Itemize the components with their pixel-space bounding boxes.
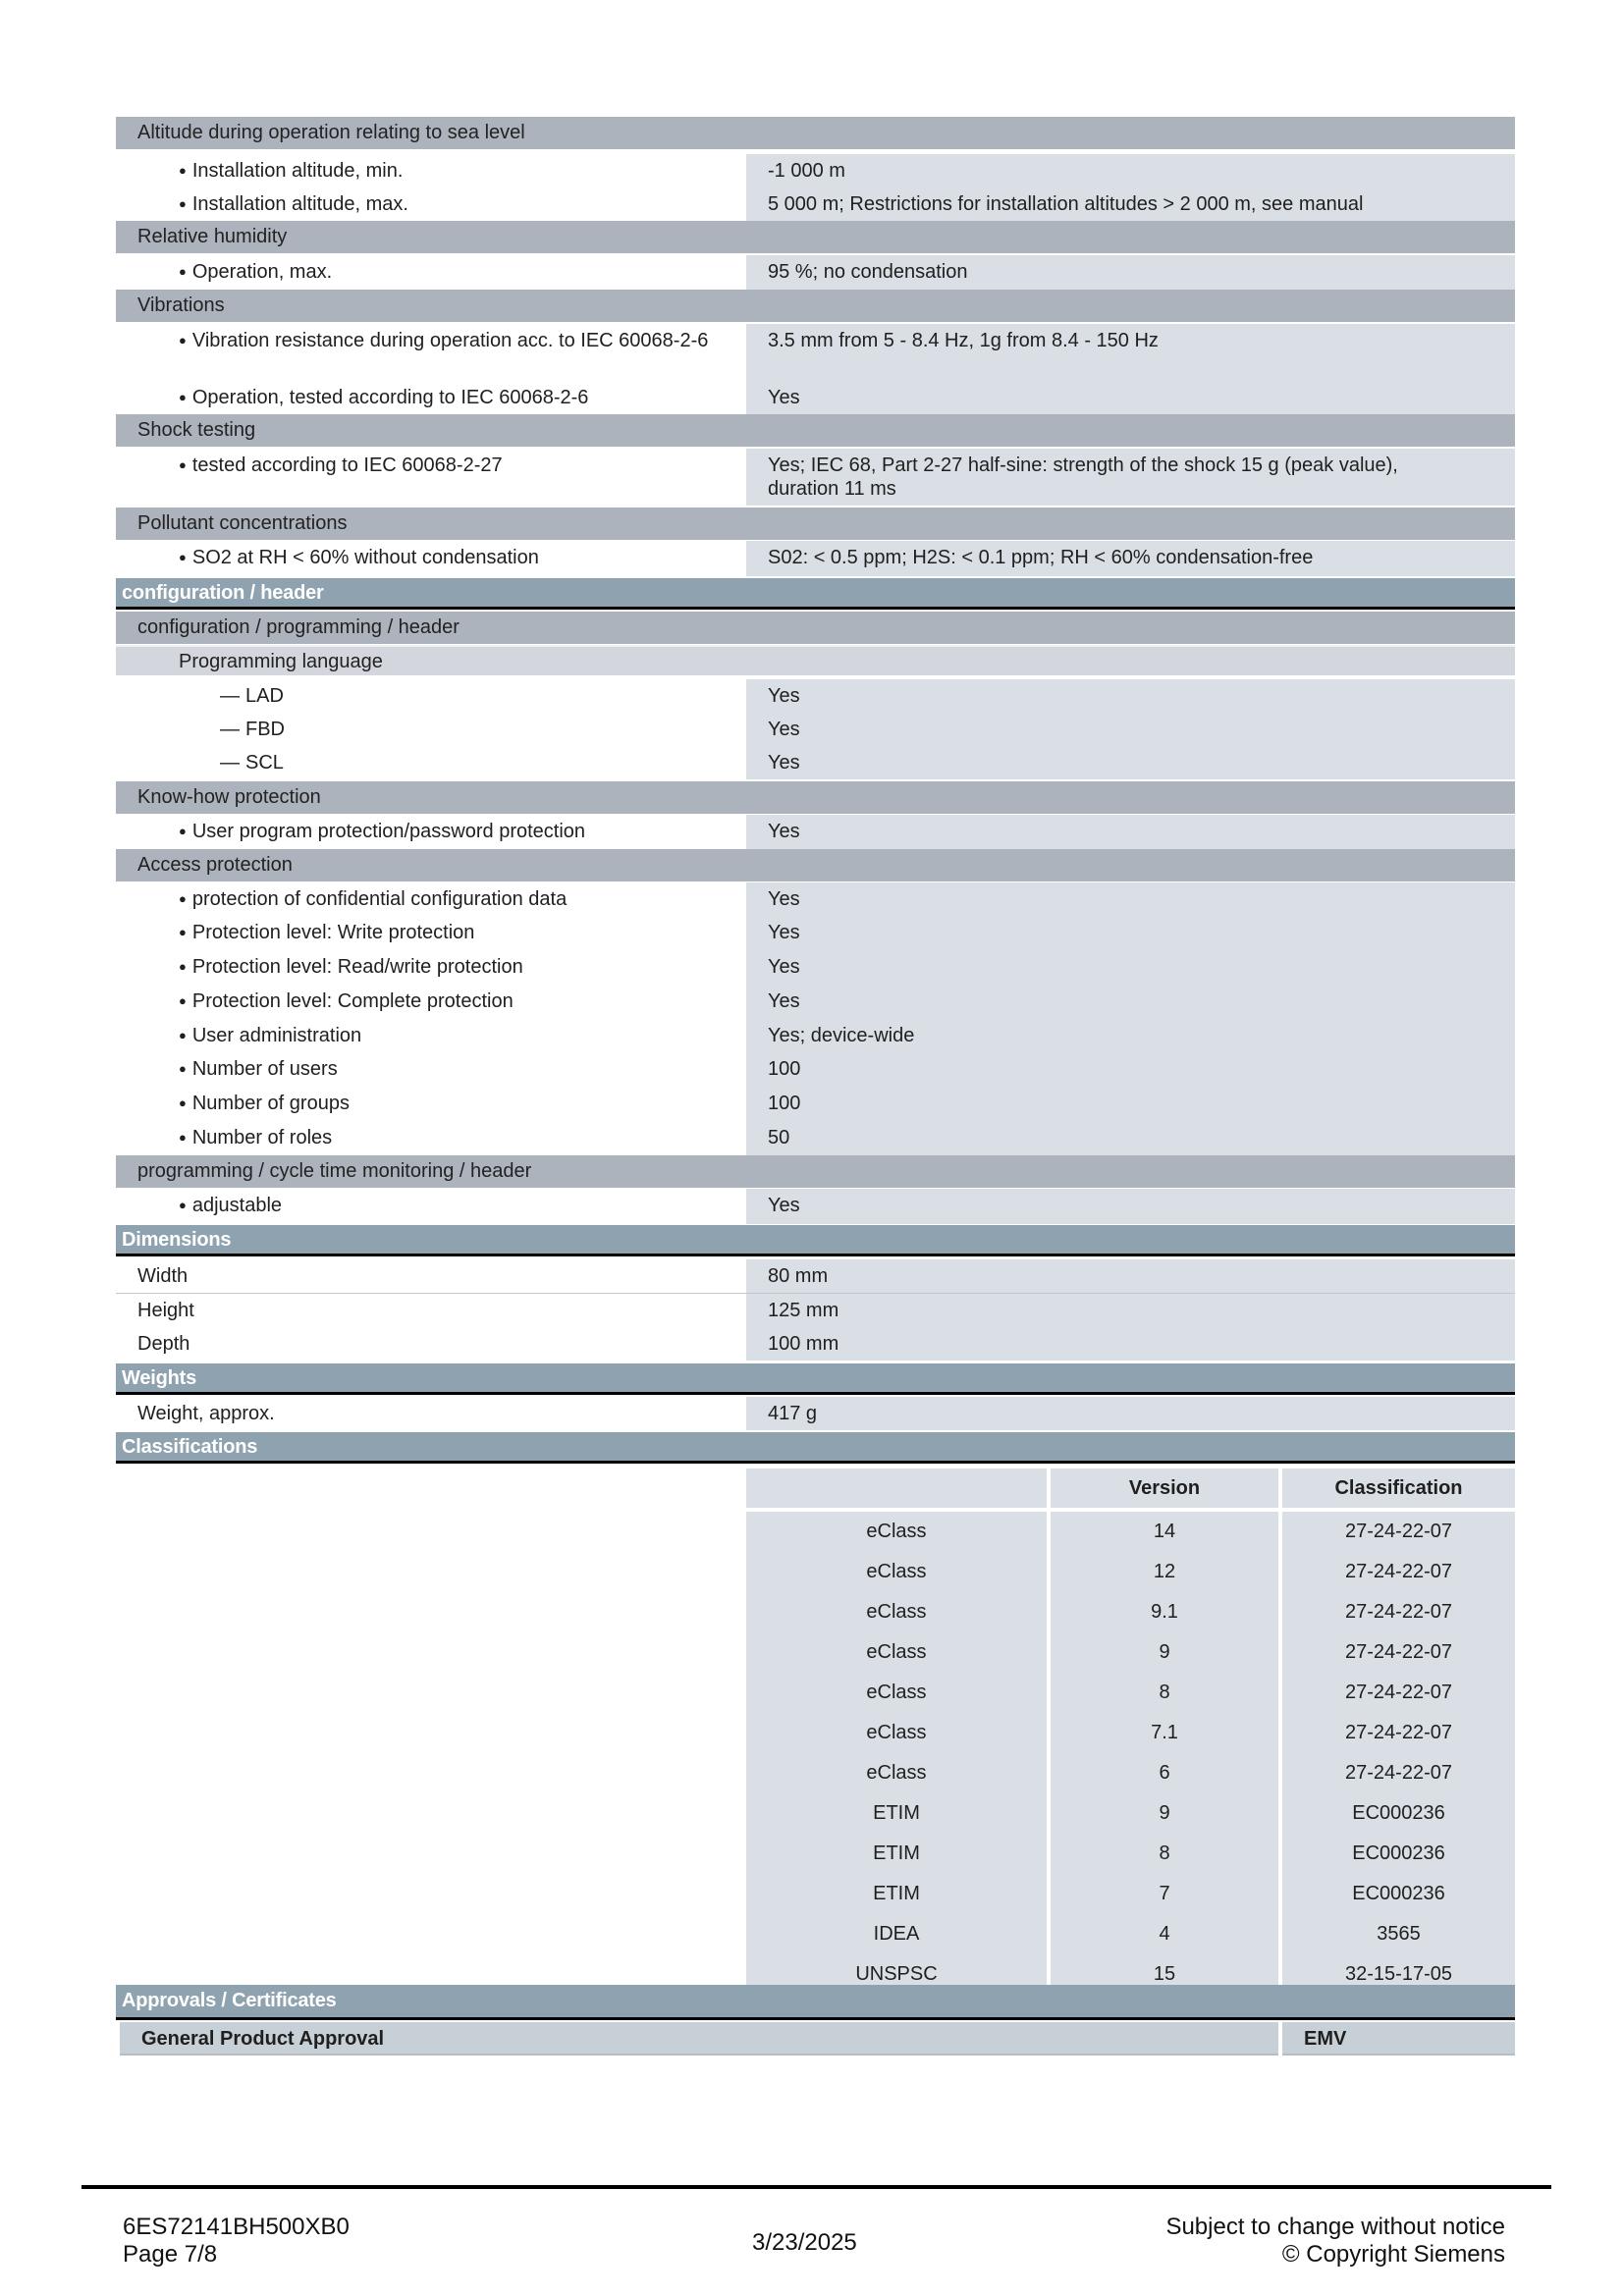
bullet-icon [179,821,192,842]
spec-row [116,916,1515,951]
column-header-version: Version [1051,1468,1278,1508]
group-header-text: programming / cycle time monitoring / header [137,1160,532,1182]
spec-label: FBD [245,719,285,740]
spec-value: 125 mm [746,1294,1515,1327]
spec-row [116,1019,1515,1054]
spec-value: Yes [746,950,1515,986]
version-cell: 4 [1051,1914,1278,1954]
group-header-vibrations [116,290,1515,322]
spec-label: User program protection/password protection [191,821,586,842]
approval-row [120,2022,1515,2056]
spec-label: Number of roles [191,1127,333,1148]
spec-row [116,1397,1515,1430]
copyright: © Copyright Siemens [1281,2241,1505,2268]
spec-value: Yes [746,815,1515,850]
dash-icon [220,685,245,707]
spec-row [116,381,1515,416]
spec-row [116,541,1515,576]
bullet-icon [179,1025,192,1046]
table-row [746,1793,1515,1834]
spec-label: Operation, max. [191,261,333,283]
version-cell: 15 [1051,1954,1278,1995]
group-header-text: Shock testing [137,419,256,441]
bullet-icon [179,990,192,1012]
section-title: Approvals / Certificates [122,1990,337,2011]
table-row [746,1592,1515,1632]
spec-row [116,187,1515,223]
group-header-access [116,849,1515,881]
version-cell: 14 [1051,1512,1278,1552]
table-row [746,1632,1515,1673]
group-header-text: Relative humidity [137,226,288,247]
spec-value: Yes [746,679,1515,713]
standard-cell: UNSPSC [746,1954,1047,1995]
spec-row [116,746,1515,779]
subgroup-header-text: Programming language [179,651,383,672]
standard-cell: eClass [746,1713,1047,1753]
classification-cell: 27-24-22-07 [1282,1552,1515,1592]
bullet-icon [179,160,192,182]
spec-value: -1 000 m [746,154,1515,189]
standard-cell: eClass [746,1632,1047,1673]
spec-label: LAD [245,685,284,707]
section-title: Classifications [122,1436,258,1458]
section-header-weights [116,1363,1515,1395]
footer-divider [81,2185,1551,2189]
standard-cell: eClass [746,1592,1047,1632]
spec-label: Vibration resistance during operation acc. to IEC 60068-2-6 [191,330,709,351]
classification-cell: EC000236 [1282,1834,1515,1874]
spec-row [116,1121,1515,1156]
table-row [746,1914,1515,1954]
spec-row [116,679,1515,713]
group-header-humidity [116,221,1515,253]
spec-label: Weight, approx. [116,1397,746,1430]
group-header-text: Know-how protection [137,786,321,808]
spec-row [116,1327,1515,1361]
dash-icon [220,752,245,774]
standard-cell: eClass [746,1512,1047,1552]
group-header-text: Pollutant concentrations [137,512,348,534]
approval-category: General Product Approval [120,2022,1278,2056]
spec-value: 50 [746,1121,1515,1156]
version-cell: 9.1 [1051,1592,1278,1632]
spec-row [116,1259,1515,1295]
spec-value: Yes [746,1189,1515,1224]
classification-cell: 3565 [1282,1914,1515,1954]
column-header-standard [746,1468,1047,1508]
section-header-approvals [116,1985,1515,2020]
spec-row [116,1052,1515,1088]
bullet-icon [179,330,192,351]
table-row [746,1512,1515,1552]
spec-label: adjustable [191,1195,283,1216]
classification-cell: EC000236 [1282,1793,1515,1834]
standard-cell: ETIM [746,1834,1047,1874]
approval-emv: EMV [1282,2022,1515,2056]
spec-row [116,882,1515,918]
spec-row [116,1189,1515,1224]
group-header-text: configuration / programming / header [137,616,460,638]
spec-label: Installation altitude, max. [191,193,408,215]
standard-cell: ETIM [746,1874,1047,1914]
group-header-shock [116,414,1515,447]
section-title: Weights [122,1367,197,1389]
group-header-pollutant [116,507,1515,540]
spec-label: SCL [245,752,284,774]
version-cell: 6 [1051,1753,1278,1793]
spec-value: Yes [746,916,1515,951]
spec-label: Protection level: Read/write protection [191,956,523,978]
spec-label: Height [116,1294,746,1327]
page-number: Page 7/8 [123,2241,218,2268]
standard-cell: IDEA [746,1914,1047,1954]
table-row [746,1673,1515,1713]
standard-cell: eClass [746,1673,1047,1713]
bullet-icon [179,956,192,978]
spec-label: Operation, tested according to IEC 60068-2-6 [191,387,589,408]
version-cell: 7 [1051,1874,1278,1914]
footer-right [1165,2214,1505,2269]
group-header-text: Access protection [137,854,293,876]
version-cell: 9 [1051,1793,1278,1834]
spec-label: tested according to IEC 60068-2-27 [191,454,503,476]
bullet-icon [179,1058,192,1080]
bullet-icon [179,261,192,283]
bullet-icon [179,387,192,408]
spec-value: 100 [746,1087,1515,1122]
classification-cell: 27-24-22-07 [1282,1592,1515,1632]
bullet-icon [179,1093,192,1114]
table-row [746,1713,1515,1753]
spec-label: Depth [116,1327,746,1361]
spec-value: Yes [746,746,1515,779]
bullet-icon [179,1195,192,1216]
spec-value: 95 %; no condensation [746,255,1515,291]
spec-value: S02: < 0.5 ppm; H2S: < 0.1 ppm; RH < 60% condensation-free [746,541,1515,576]
spec-label: User administration [191,1025,362,1046]
version-cell: 7.1 [1051,1713,1278,1753]
spec-label: Installation altitude, min. [191,160,404,182]
spec-label: Width [116,1259,746,1293]
standard-cell: eClass [746,1552,1047,1592]
change-notice: Subject to change without notice [1165,2214,1505,2240]
standard-cell: eClass [746,1753,1047,1793]
classification-cell: EC000236 [1282,1874,1515,1914]
spec-value: 100 [746,1052,1515,1088]
bullet-icon [179,1127,192,1148]
footer-left [123,2214,350,2269]
classification-cell: 27-24-22-07 [1282,1753,1515,1793]
spec-label: Number of users [191,1058,338,1080]
spec-label: SO2 at RH < 60% without condensation [191,547,539,568]
spec-value: 3.5 mm from 5 - 8.4 Hz, 1g from 8.4 - 150 Hz [746,324,1515,381]
section-title: configuration / header [122,582,324,604]
table-row [746,1753,1515,1793]
spec-label: protection of confidential configuration data [191,888,568,910]
classification-cell: 27-24-22-07 [1282,1673,1515,1713]
section-title: Dimensions [122,1229,232,1251]
subgroup-header-language [116,645,1515,675]
classification-cell: 32-15-17-05 [1282,1954,1515,1995]
spec-value: Yes [746,985,1515,1020]
spec-row [116,815,1515,850]
spec-value: 417 g [746,1397,1515,1430]
section-header-configuration [116,578,1515,610]
spec-label: Number of groups [191,1093,350,1114]
footer-date: 3/23/2025 [752,2229,857,2256]
classification-table [746,1468,1515,1995]
table-row [746,1552,1515,1592]
standard-cell: ETIM [746,1793,1047,1834]
dash-icon [220,719,245,740]
spec-label: Protection level: Complete protection [191,990,514,1012]
article-number: 6ES72141BH500XB0 [123,2214,350,2240]
spec-value: 5 000 m; Restrictions for installation altitudes > 2 000 m, see manual [746,187,1515,223]
group-header-cycle-time [116,1155,1515,1188]
group-header-text: Vibrations [137,294,225,316]
section-header-dimensions [116,1225,1515,1256]
spec-value: Yes [746,713,1515,746]
spec-value: Yes; device-wide [746,1019,1515,1054]
classification-cell: 27-24-22-07 [1282,1512,1515,1552]
spec-row [116,1087,1515,1122]
section-header-classifications [116,1432,1515,1464]
spec-row [116,1294,1515,1329]
bullet-icon [179,888,192,910]
table-row [746,1834,1515,1874]
spec-value: 100 mm [746,1327,1515,1361]
spec-label: Protection level: Write protection [191,922,475,943]
spec-value: Yes; IEC 68, Part 2-27 half-sine: strength of the shock 15 g (peak value), duration 11 ms [746,449,1515,506]
version-cell: 8 [1051,1673,1278,1713]
version-cell: 9 [1051,1632,1278,1673]
group-header-text: Altitude during operation relating to sea level [137,122,525,143]
table-body [746,1512,1515,1995]
bullet-icon [179,454,192,476]
spec-row [116,255,1515,291]
bullet-icon [179,547,192,568]
spec-value: Yes [746,381,1515,416]
group-header-altitude [116,117,1515,149]
version-cell: 8 [1051,1834,1278,1874]
group-header-programming [116,612,1515,644]
spec-row [116,449,1515,506]
group-header-knowhow [116,781,1515,814]
spec-value: 80 mm [746,1259,1515,1293]
spec-row [116,985,1515,1020]
table-row [746,1874,1515,1914]
spec-row [116,713,1515,746]
version-cell: 12 [1051,1552,1278,1592]
bullet-icon [179,922,192,943]
table-header-row [746,1468,1515,1508]
spec-row [116,324,1515,381]
spec-value: Yes [746,882,1515,918]
bullet-icon [179,193,192,215]
spec-row [116,154,1515,189]
spec-row [116,950,1515,986]
classification-cell: 27-24-22-07 [1282,1632,1515,1673]
column-header-classification: Classification [1282,1468,1515,1508]
classification-cell: 27-24-22-07 [1282,1713,1515,1753]
